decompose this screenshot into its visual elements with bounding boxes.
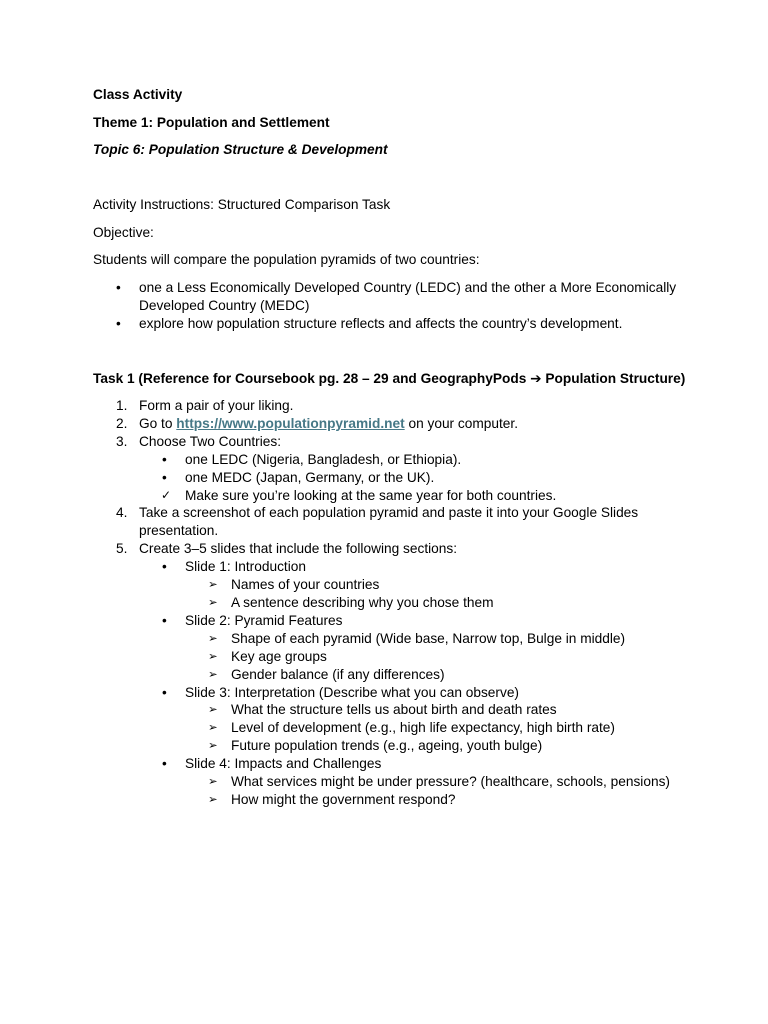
arrow-bullet-icon: ➢: [208, 594, 218, 609]
step-item: [93, 397, 710, 415]
sub-list-item: [139, 469, 710, 487]
objective-item: [93, 315, 710, 333]
slide-detail-text: Gender balance (if any differences): [231, 666, 445, 682]
arrow-bullet-icon: ➢: [208, 648, 218, 663]
slide-detail-list: [185, 701, 710, 755]
step-text: Form a pair of your liking.: [139, 398, 294, 413]
slide-detail-text: Shape of each pyramid (Wide base, Narrow top, Bulge in middle): [231, 630, 626, 646]
slide-item: [139, 612, 710, 684]
slide-detail-text: Level of development (e.g., high life expectancy, high birth rate): [231, 720, 615, 736]
slide-detail-text: What services might be under pressure? (healthcare, schools, pensions): [231, 774, 670, 790]
arrow-bullet-icon: ➢: [208, 577, 218, 592]
populationpyramid-link[interactable]: https://www.populationpyramid.net: [176, 415, 405, 431]
slide-detail-item: [185, 630, 710, 648]
slide-detail-item: [185, 576, 710, 594]
step-item: [93, 433, 710, 505]
slide-detail-list: [185, 576, 710, 612]
step-number: 3.: [116, 433, 128, 449]
bullet-icon: •: [162, 451, 167, 467]
slide-item-text: Slide 2: Pyramid Features: [185, 612, 343, 628]
slide-item-text: Slide 4: Impacts and Challenges: [185, 756, 382, 772]
slide-detail-item: [185, 666, 710, 684]
slide-detail-item: [185, 737, 710, 755]
blank-line: [93, 169, 710, 187]
objective-list: [93, 279, 710, 333]
arrow-bullet-icon: ➢: [208, 702, 218, 717]
slide-detail-item: [185, 701, 710, 719]
step-number: 4.: [116, 505, 128, 521]
bullet-icon: •: [116, 315, 121, 331]
slide-detail-text: Future population trends (e.g., ageing, youth bulge): [231, 738, 543, 754]
slide-detail-item: [185, 719, 710, 737]
objective-item: [93, 279, 710, 315]
step-item: [93, 504, 710, 540]
step-text: Create 3–5 slides that include the following sections:: [139, 541, 458, 557]
bullet-icon: •: [162, 756, 167, 772]
sub-list-item-text: one LEDC (Nigeria, Bangladesh, or Ethiopia).: [185, 451, 462, 467]
slide-detail-item: [185, 648, 710, 666]
bullet-icon: •: [162, 559, 167, 575]
arrow-bullet-icon: ➢: [208, 666, 218, 681]
topic-heading: Topic 6: Population Structure & Development: [93, 142, 388, 157]
arrow-bullet-icon: ➢: [208, 791, 218, 806]
slide-detail-list: [185, 773, 710, 809]
bullet-icon: •: [116, 279, 121, 295]
step-text-prefix: Go to: [139, 415, 177, 431]
task-heading: Task 1 (Reference for Coursebook pg. 28 – 29 and GeographyPods ➔ Population Structure): [93, 370, 686, 386]
slide-detail-text: Key age groups: [231, 648, 327, 664]
arrow-bullet-icon: ➢: [208, 720, 218, 735]
step-text-suffix: on your computer.: [404, 415, 519, 431]
blank-line: [93, 342, 710, 360]
objective-intro: Students will compare the population pyramids of two countries:: [93, 252, 480, 267]
document-page: [93, 86, 710, 809]
sub-list-item: [139, 451, 710, 469]
step-text: Choose Two Countries:: [139, 433, 282, 449]
bullet-icon: •: [162, 469, 167, 485]
slide-item: [139, 684, 710, 756]
step-item: [93, 540, 710, 809]
step-text: Take a screenshot of each population pyramid and paste it into your Google Slides presentation.: [139, 505, 639, 539]
bullet-icon: •: [162, 612, 167, 628]
slide-item: [139, 755, 710, 809]
slides-list: [139, 558, 710, 809]
bullet-icon: •: [162, 684, 167, 700]
arrow-bullet-icon: ➢: [208, 774, 218, 789]
instructions-title: Activity Instructions: Structured Comparison Task: [93, 197, 391, 212]
sub-list-item: [139, 487, 710, 505]
slide-item-text: Slide 3: Interpretation (Describe what you can observe): [185, 684, 519, 700]
slide-detail-list: [185, 630, 710, 684]
checkmark-icon: ✓: [161, 487, 172, 502]
step-item: [93, 415, 710, 433]
step-number: 2.: [116, 415, 128, 431]
steps-list: [93, 397, 710, 809]
theme-heading: Theme 1: Population and Settlement: [93, 114, 330, 130]
class-activity-label: Class Activity: [93, 87, 183, 102]
slide-item-text: Slide 1: Introduction: [185, 559, 306, 575]
slide-detail-text: A sentence describing why you chose them: [231, 594, 494, 610]
slide-detail-text: How might the government respond?: [231, 791, 456, 807]
slide-detail-item: [185, 773, 710, 791]
objective-item-text: one a Less Economically Developed Country (LEDC) and the other a More Economically Developed Country (MEDC): [139, 279, 677, 313]
step-number: 5.: [116, 541, 128, 557]
arrow-bullet-icon: ➢: [208, 630, 218, 645]
slide-item: [139, 558, 710, 612]
sub-list-item-text: Make sure you’re looking at the same year for both countries.: [185, 487, 557, 503]
arrow-bullet-icon: ➢: [208, 738, 218, 753]
slide-detail-text: Names of your countries: [231, 577, 380, 593]
sub-list: [139, 451, 710, 505]
objective-label: Objective:: [93, 224, 154, 240]
sub-list-item-text: one MEDC (Japan, Germany, or the UK).: [185, 469, 435, 485]
slide-detail-text: What the structure tells us about birth and death rates: [231, 702, 557, 718]
step-number: 1.: [116, 398, 128, 413]
slide-detail-item: [185, 791, 710, 809]
slide-detail-item: [185, 594, 710, 612]
objective-item-text: explore how population structure reflects and affects the country’s development.: [139, 315, 623, 331]
